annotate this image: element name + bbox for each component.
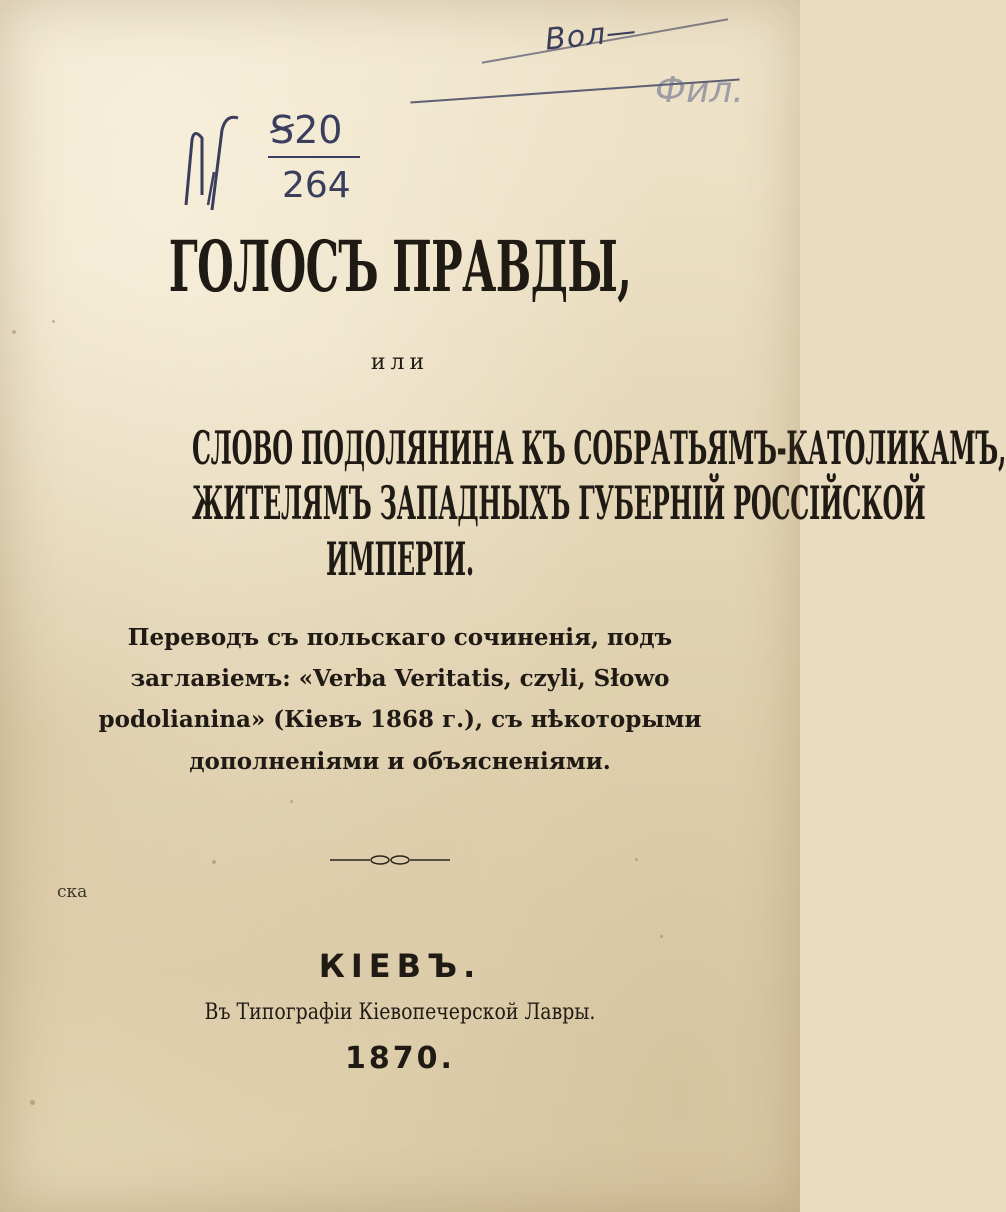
paper-spot: [635, 858, 638, 861]
paper-spot: [30, 1100, 35, 1105]
paper-spot: [290, 800, 293, 803]
subtitle-line: СЛОВО ПОДОЛЯНИНА КЪ СОБРАТЬЯМЪ-КАТОЛИКАМЪ,: [192, 421, 1006, 475]
ornament-divider: [330, 850, 450, 870]
shelf-mark-scribble: [178, 110, 248, 220]
book-title: ГОЛОСЪ ПРАВДЫ,: [168, 225, 632, 308]
translation-note-line: заглавіемъ: «Verba Veritatis, czyli, Słowo: [130, 665, 670, 692]
imprint-printer: Въ Типографіи Кіевопечерской Лавры.: [204, 1000, 596, 1025]
imprint-year: 1870.: [345, 1041, 455, 1076]
translation-note-line: Переводъ съ польскаго сочиненія, подъ: [127, 624, 673, 651]
subtitle-line: ИМПЕРІИ.: [326, 532, 474, 586]
call-number-bottom: 264: [282, 165, 351, 206]
call-number-top: Ꞩ20: [270, 108, 343, 152]
imprint-city: КІЕВЪ.: [318, 947, 482, 985]
handwritten-signature: Вол—: [543, 13, 639, 58]
paper-spot: [12, 330, 16, 334]
call-number-divider: [268, 156, 360, 158]
paper-spot: [52, 320, 55, 323]
paper-spot: [212, 860, 216, 864]
subtitle-line: ЖИТЕЛЯМЪ ЗАПАДНЫХЪ ГУБЕРНІЙ РОССІЙСКОЙ: [192, 476, 926, 530]
stray-mark: ска: [57, 882, 88, 902]
translation-note-line: дополненіями и объясненіями.: [189, 748, 611, 775]
corner-inscription: Фил.: [655, 70, 744, 111]
paper-spot: [660, 935, 663, 938]
conjunction-or: или: [370, 350, 430, 375]
translation-note-line: podolianina» (Кіевъ 1868 г.), съ нѣкоторыми: [98, 706, 702, 733]
